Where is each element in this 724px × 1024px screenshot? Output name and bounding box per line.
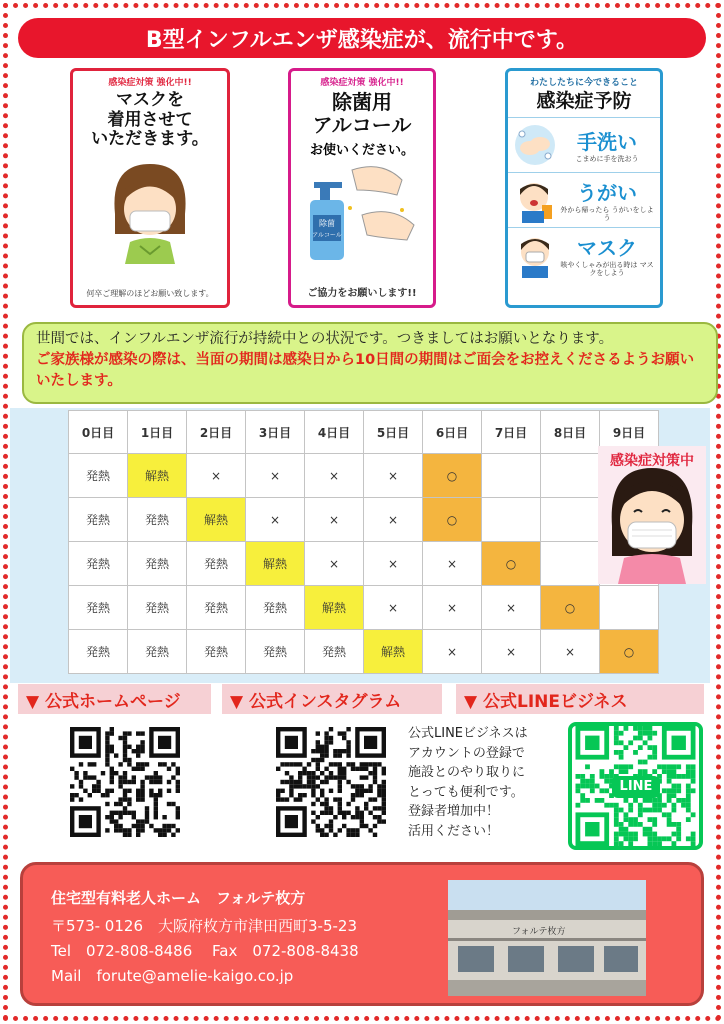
day-header: 6日目 xyxy=(423,411,482,454)
gargling-icon xyxy=(512,177,558,223)
day-header: 3日目 xyxy=(246,411,305,454)
schedule-cell: 発熱 xyxy=(128,586,187,630)
poster-title-line: 除菌用 xyxy=(332,90,392,114)
schedule-cell: 解熱 xyxy=(305,586,364,630)
visit-notice-box xyxy=(22,322,718,404)
mask-poster xyxy=(70,68,230,308)
handwashing-icon xyxy=(512,122,558,168)
schedule-row xyxy=(69,630,659,674)
schedule-cell: 発熱 xyxy=(128,542,187,586)
schedule-cell: × xyxy=(246,454,305,498)
schedule-cell: ○ xyxy=(541,586,600,630)
line-description-line: 登録者増加中！ xyxy=(408,804,500,819)
instagram-qr-code[interactable] xyxy=(276,727,386,837)
day-header: 1日目 xyxy=(128,411,187,454)
notice-line: 世間では、インフルエンザ流行が持続中との状況です。つきましてはお願いとなります。 xyxy=(36,331,614,347)
schedule-cell: × xyxy=(246,498,305,542)
instagram-link-header[interactable]: ▼ 公式インスタグラム xyxy=(222,684,442,714)
schedule-cell: 発熱 xyxy=(246,586,305,630)
schedule-cell: 発熱 xyxy=(305,630,364,674)
line-qr-code[interactable] xyxy=(568,722,703,850)
masked-woman-illustration xyxy=(95,154,205,264)
notice-warning: ご家族様が感染の際は、当面の期間は感染日から10日間の期間はご面会をお控えくださるようお願いいたします。 xyxy=(36,352,695,389)
prevention-poster xyxy=(505,68,663,308)
day-header: 2日目 xyxy=(187,411,246,454)
mask-boy-icon xyxy=(512,232,558,278)
line-description xyxy=(408,724,568,841)
schedule-cell xyxy=(482,498,541,542)
schedule-cell: 発熱 xyxy=(69,454,128,498)
day-header: 8日目 xyxy=(541,411,600,454)
day-header: 0日目 xyxy=(69,411,128,454)
poster-title-line: マスクを xyxy=(116,90,184,110)
schedule-cell: 発熱 xyxy=(187,586,246,630)
day-header: 5日目 xyxy=(364,411,423,454)
poster-tag: わたしたちに今できること xyxy=(529,78,638,88)
schedule-cell: 解熱 xyxy=(128,454,187,498)
schedule-cell xyxy=(541,498,600,542)
schedule-cell: × xyxy=(305,454,364,498)
prevention-item-desc: 咳やくしゃみが出る時は マスクをしよう xyxy=(560,260,654,278)
schedule-cell: ○ xyxy=(600,630,659,674)
schedule-cell: 発熱 xyxy=(69,586,128,630)
line-description-line: とっても便利です。 xyxy=(408,784,524,800)
schedule-cell: × xyxy=(364,586,423,630)
line-description-line: 施設とのやり取りに xyxy=(408,765,526,780)
alcohol-poster xyxy=(288,68,436,308)
schedule-cell: × xyxy=(423,542,482,586)
line-description-line: 活用ください！ xyxy=(408,823,500,839)
line-description-line: 公式LINEビジネスは xyxy=(408,726,528,741)
line-link-header[interactable]: ▼ 公式LINEビジネス xyxy=(456,684,704,714)
day-header: 9日目 xyxy=(600,411,659,454)
schedule-cell: × xyxy=(364,454,423,498)
facility-name: 住宅型有料老人ホーム フォルテ枚方 xyxy=(51,889,306,907)
poster-footer: ご協力をお願いします!! xyxy=(307,288,417,299)
sanitizer-bottle-illustration xyxy=(302,160,422,265)
schedule-cell: 発熱 xyxy=(69,542,128,586)
bottle-label: 除菌 xyxy=(319,219,335,228)
poster-title-line: 着用させて xyxy=(107,109,193,130)
schedule-cell: × xyxy=(187,454,246,498)
prevention-item-title: マスク xyxy=(577,235,637,260)
schedule-cell: × xyxy=(364,542,423,586)
prevention-item-desc: こまめに手を洗おう xyxy=(575,155,639,164)
poster-title: 感染症予防 xyxy=(536,90,632,112)
schedule-cell: × xyxy=(482,586,541,630)
schedule-cell: ○ xyxy=(423,498,482,542)
schedule-row xyxy=(69,498,659,542)
day-header: 4日目 xyxy=(305,411,364,454)
building-photo xyxy=(448,880,646,996)
schedule-cell: × xyxy=(364,498,423,542)
schedule-header-row xyxy=(69,411,659,454)
schedule-cell: 発熱 xyxy=(69,498,128,542)
bottle-label: アルコール xyxy=(312,232,342,239)
schedule-cell: 発熱 xyxy=(128,498,187,542)
schedule-cell: × xyxy=(305,498,364,542)
poster-subtitle: お使いください。 xyxy=(309,143,414,158)
poster-title-line: アルコール xyxy=(312,113,412,137)
infection-schedule-table xyxy=(68,410,659,674)
poster-title xyxy=(291,91,433,137)
schedule-cell: 発熱 xyxy=(187,542,246,586)
schedule-cell: × xyxy=(482,630,541,674)
building-sign: フォルテ枚方 xyxy=(512,927,566,937)
poster-tag: 感染症対策 強化中!! xyxy=(320,78,404,88)
headline-banner: B型インフルエンザ感染症が、流行中です。 xyxy=(18,18,706,58)
prevention-item xyxy=(508,172,660,227)
poster-tag: 感染症対策 強化中!! xyxy=(108,78,192,88)
schedule-cell: × xyxy=(423,586,482,630)
infection-control-stamp xyxy=(598,446,706,584)
schedule-cell: ○ xyxy=(482,542,541,586)
schedule-cell: 発熱 xyxy=(246,630,305,674)
schedule-cell xyxy=(482,454,541,498)
stamp-label: 感染症対策中 xyxy=(610,453,694,469)
facility-phone: Tel 072-808-8486 Fax 072-808-8438 xyxy=(51,942,359,960)
homepage-qr-code[interactable] xyxy=(70,727,180,837)
facility-mail[interactable]: Mail forute@amelie-kaigo.co.jp xyxy=(51,967,294,985)
schedule-cell xyxy=(541,542,600,586)
schedule-cell: 発熱 xyxy=(187,630,246,674)
schedule-cell: × xyxy=(423,630,482,674)
poster-footer: 何卒ご理解のほどお願い致します。 xyxy=(86,289,214,298)
schedule-cell: 解熱 xyxy=(364,630,423,674)
day-header: 7日目 xyxy=(482,411,541,454)
schedule-row xyxy=(69,586,659,630)
facility-address: 〒573- 0126 大阪府枚方市津田西町3-5-23 xyxy=(51,917,357,935)
prevention-item xyxy=(508,117,660,172)
poster-title-line: いただきます。 xyxy=(91,129,209,150)
schedule-row xyxy=(69,454,659,498)
schedule-cell: 解熱 xyxy=(246,542,305,586)
schedule-cell: × xyxy=(541,630,600,674)
line-description-line: アカウントの登録で xyxy=(408,745,525,761)
schedule-cell: 解熱 xyxy=(187,498,246,542)
prevention-item xyxy=(508,227,660,282)
prevention-item-title: うがい xyxy=(577,180,637,205)
schedule-cell: 発熱 xyxy=(69,630,128,674)
schedule-cell: × xyxy=(305,542,364,586)
schedule-cell xyxy=(541,454,600,498)
schedule-cell xyxy=(600,586,659,630)
homepage-link-header[interactable]: ▼ 公式ホームページ xyxy=(18,684,211,714)
schedule-cell: 発熱 xyxy=(128,630,187,674)
prevention-item-title: 手洗い xyxy=(577,130,637,155)
schedule-row xyxy=(69,542,659,586)
line-logo: LINE xyxy=(612,776,660,798)
prevention-item-desc: 外から帰ったら うがいをしよう xyxy=(560,205,654,223)
poster-title xyxy=(73,91,227,150)
schedule-cell: ○ xyxy=(423,454,482,498)
